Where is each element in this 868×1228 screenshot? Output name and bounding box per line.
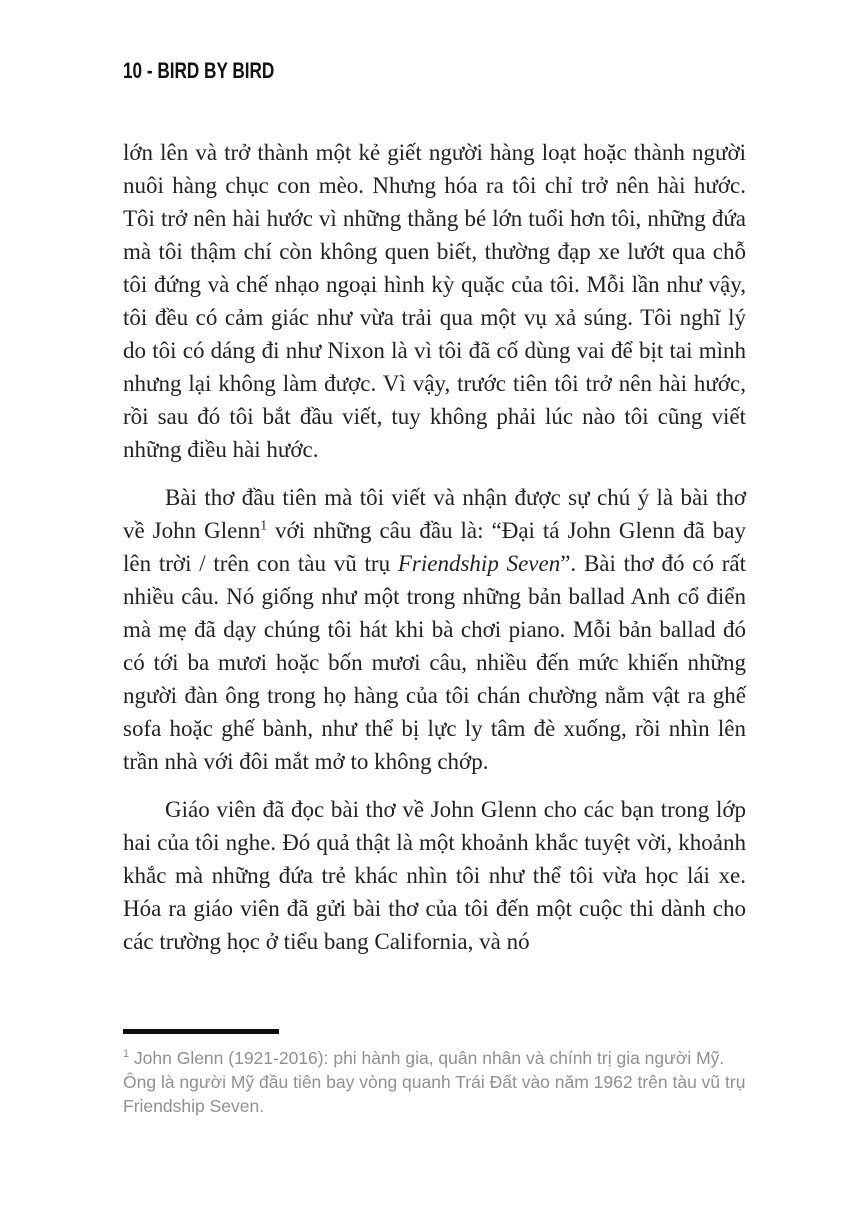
footnote-separator (123, 1029, 279, 1034)
footnote-marker: 1 (260, 517, 267, 533)
text-run: Giáo viên đã đọc bài thơ về John Glenn cho các bạn trong lớp hai của tôi nghe. Đó quả thật là một khoảnh khắc tuyệt vời, khoảnh khắc mà những đứa trẻ khác nhìn tôi như thể tôi vừa học lái xe. Hóa ra giáo viên đã gửi bài thơ của tôi đến một cuộc thi dành cho các trường học ở tiểu bang California, và nó (123, 797, 746, 954)
text-run: với những câu đầu là: “Đại tá John Glenn đã bay lên trời / trên con tàu vũ trụ (123, 518, 746, 576)
footnote-section (123, 1029, 746, 1118)
footnote-text (123, 1046, 746, 1118)
body-paragraph (123, 481, 746, 778)
body-text (123, 136, 746, 973)
text-run: ”. Bài thơ đó có rất nhiều câu. Nó giống như một trong những bản ballad Anh cổ điển mà mẹ đã dạy chúng tôi hát khi bà chơi piano. Mỗi bản ballad đó có tới ba mươi hoặc bốn mươi câu, nhiều đến mức khiến những người đàn ông trong họ hàng của tôi chán chường nằm vật ra ghế sofa hoặc ghế bành, như thể bị lực ly tâm đè xuống, rồi nhìn lên trần nhà với đôi mắt mở to không chớp. (123, 551, 746, 774)
text-run: John Glenn (1921-2016): phi hành gia, quân nhân và chính trị gia người Mỹ. Ông là người Mỹ đầu tiên bay vòng quanh Trái Đất vào năm 1962 trên tàu vũ trụ Friendship Seven. (123, 1048, 746, 1116)
text-run: Friendship Seven (397, 551, 561, 576)
footnote-marker: 1 (123, 1048, 130, 1061)
text-run: lớn lên và trở thành một kẻ giết người hàng loạt hoặc thành người nuôi hàng chục con mèo. Nhưng hóa ra tôi chỉ trở nên hài hước. Tôi trở nên hài hước vì những thằng bé lớn tuổi hơn tôi, những đứa mà tôi thậm chí còn không quen biết, thường đạp xe lướt qua chỗ tôi đứng và chế nhạo ngoại hình kỳ quặc của tôi. Mỗi lần như vậy, tôi đều có cảm giác như vừa trải qua một vụ xả súng. Tôi nghĩ lý do tôi có dáng đi như Nixon là vì tôi đã cố dùng vai để bịt tai mình nhưng lại không làm được. Vì vậy, trước tiên tôi trở nên hài hước, rồi sau đó tôi bắt đầu viết, tuy không phải lúc nào tôi cũng viết những điều hài hước. (123, 140, 746, 462)
body-paragraph (123, 793, 746, 958)
page-header (123, 58, 608, 84)
running-head-title: 10 - BIRD BY BIRD (123, 58, 275, 83)
text-run: Bài thơ đầu tiên mà tôi viết và nhận được sự chú ý là bài thơ về John Glenn (123, 485, 746, 543)
body-paragraph (123, 136, 746, 466)
